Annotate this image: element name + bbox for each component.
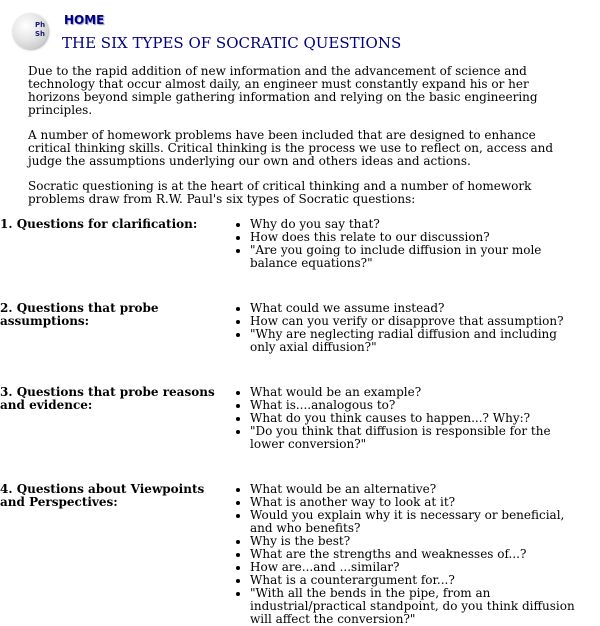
question-item: • "Are you going to include diffusion in your mole balance equations?" [250,244,580,270]
question-item: • What is a counterargument for...? [250,574,580,587]
page-header [0,0,600,62]
question-row [0,218,600,270]
row-spacer [0,270,600,302]
question-item: • What is another way to look at it? [250,496,580,509]
intro-paragraph: A number of homework problems have been included that are designed to enhance critical thinking skills. Critical thinking is the process we use to reflect on, access and judge the assumptions underlying our own and others ideas and actions. [28,128,554,168]
intro-paragraph: Due to the rapid addition of new information and the advancement of science and technology that occur almost daily, an engineer must constantly expand his or her horizons beyond simple gathering information and relying on the basic engineering principles. [28,64,538,117]
question-item: • "With all the bends in the pipe, from an industrial/practical standpoint, do you think diffusion will affect the conversion?" [250,587,580,626]
question-list [220,218,600,270]
intro-paragraph: Socratic questioning is at the heart of critical thinking and a number of homework problems draw from R.W. Paul's six types of Socratic questions: [28,179,532,206]
question-row [0,386,600,451]
question-type-text: 2. Questions that probe assumptions: [0,301,159,328]
question-type-text: 1. Questions for clarification: [0,217,198,231]
question-item: • What would be an example? [250,386,580,399]
question-examples [220,218,600,270]
intro-section [28,65,563,218]
question-item: • What could we assume instead? [250,302,580,315]
question-type-text: 4. Questions about Viewpoints and Perspectives: [0,482,205,509]
logo-icon[interactable] [12,13,48,49]
question-type-label [0,386,220,451]
question-row [0,302,600,354]
logo-text: Ph Sh [35,21,46,38]
question-item: • Would you explain why it is necessary or beneficial, and who benefits? [250,509,580,535]
question-row [0,483,600,626]
question-item: • How does this relate to our discussion? [250,231,580,244]
question-item: • What is....analogous to? [250,399,580,412]
question-examples [220,302,600,354]
question-type-label [0,302,220,354]
question-list [220,302,600,354]
questions-table [0,218,600,626]
question-item: • How are...and ...similar? [250,561,580,574]
question-item: • What are the strengths and weaknesses of...? [250,548,580,561]
question-item: • What would be an alternative? [250,483,580,496]
home-link[interactable]: HOME [64,13,105,27]
question-item: • Why do you say that? [250,218,580,231]
question-item: • "Do you think that diffusion is responsible for the lower conversion?" [250,425,580,451]
row-spacer [0,451,600,483]
question-type-label [0,483,220,626]
question-type-text: 3. Questions that probe reasons and evidence: [0,385,215,412]
page-title: THE SIX TYPES OF SOCRATIC QUESTIONS [62,34,402,52]
question-item: • How can you verify or disapprove that assumption? [250,315,580,328]
question-list [220,386,600,451]
question-type-label [0,218,220,270]
question-list [220,483,600,626]
question-item: • Why is the best? [250,535,580,548]
row-spacer [0,354,600,386]
question-item: • What do you think causes to happen...? Why:? [250,412,580,425]
question-examples [220,386,600,451]
question-examples [220,483,600,626]
question-item: • "Why are neglecting radial diffusion and including only axial diffusion?" [250,328,580,354]
